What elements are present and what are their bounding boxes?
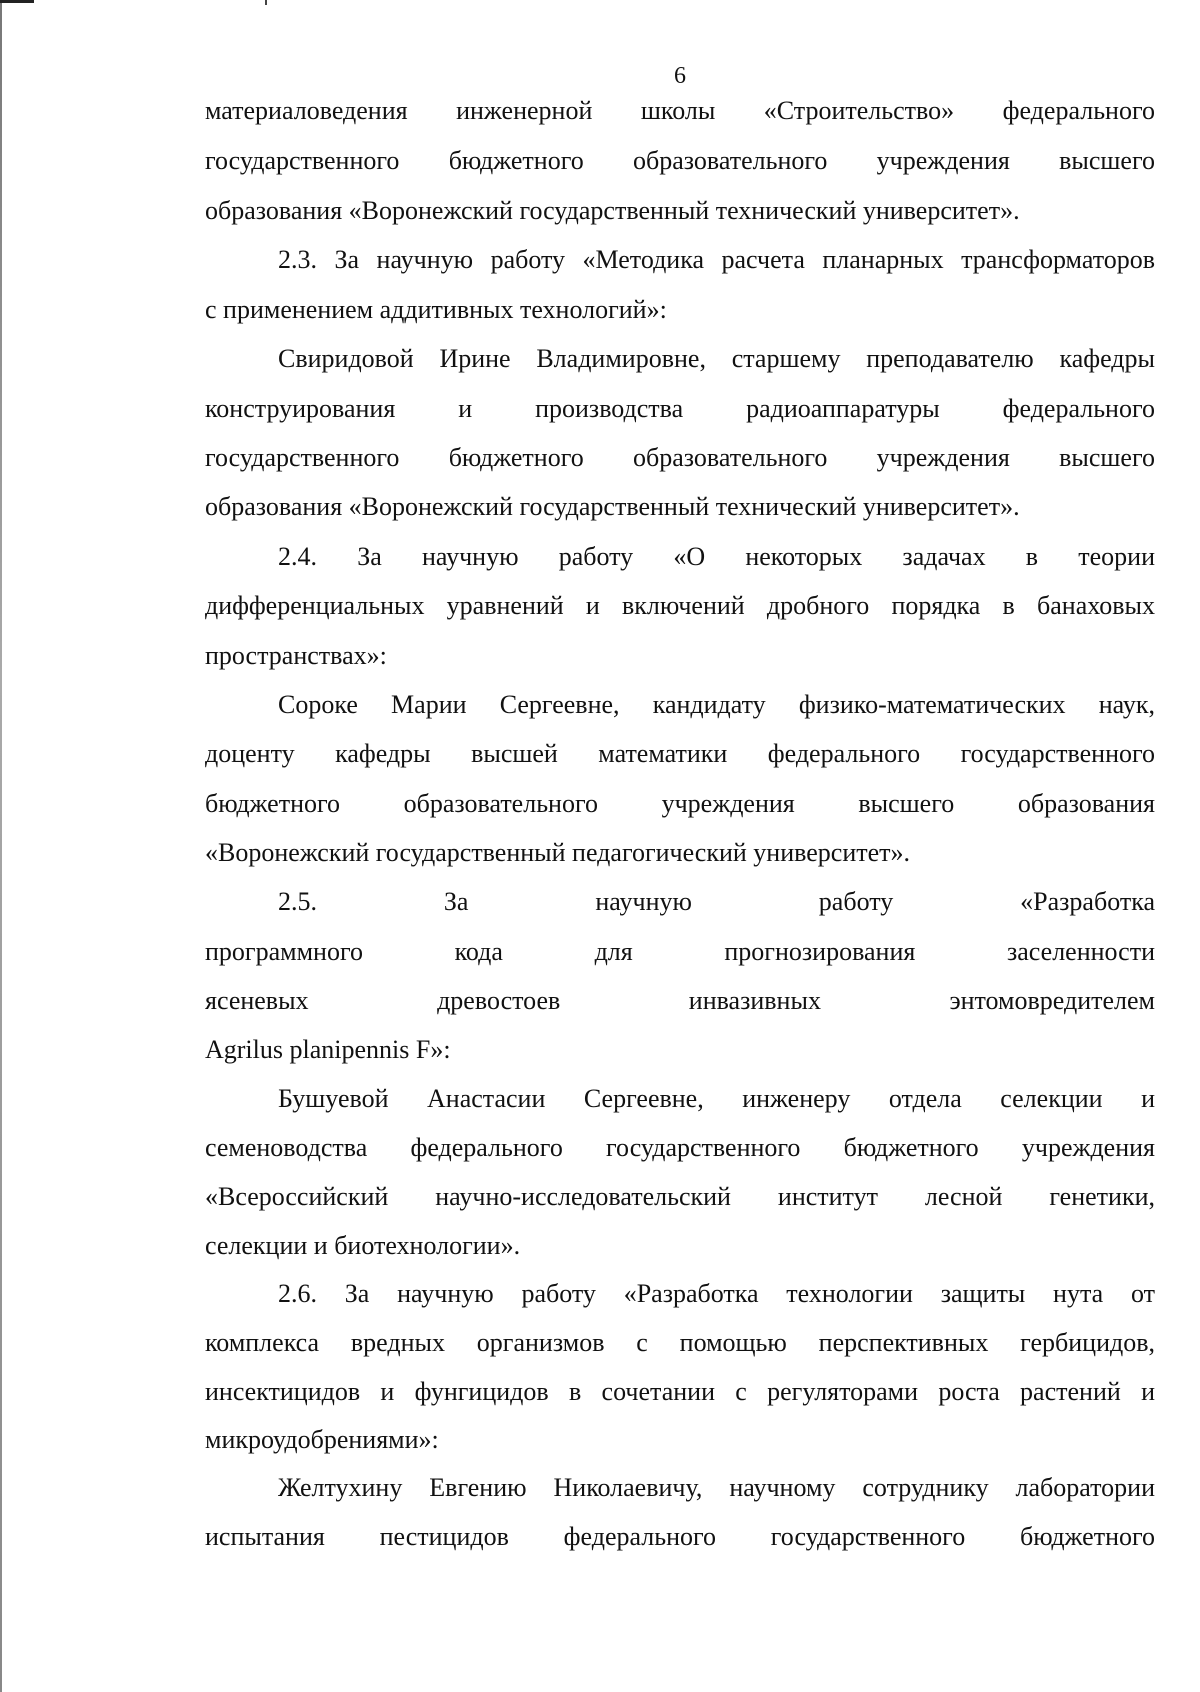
- text-line: инсектицидов и фунгицидов в сочетании с регуляторами роста растений и: [205, 1377, 1155, 1406]
- scan-tick-mark: [265, 0, 267, 5]
- text-line: Бушуевой Анастасии Сергеевне, инженеру отдела селекции и: [278, 1084, 1155, 1113]
- text-line: 2.5. За научную работу «Разработка: [278, 887, 1155, 916]
- text-line: 2.3. За научную работу «Методика расчета планарных трансформаторов: [278, 245, 1155, 274]
- text-line: материаловедения инженерной школы «Строительство» федерального: [205, 96, 1155, 125]
- text-line: пространствах»:: [205, 641, 387, 670]
- text-line: Желтухину Евгению Николаевичу, научному сотруднику лаборатории: [278, 1473, 1155, 1502]
- text-line: дифференциальных уравнений и включений дробного порядка в банаховых: [205, 591, 1155, 620]
- text-line: испытания пестицидов федерального государственного бюджетного: [205, 1522, 1155, 1551]
- text-line: государственного бюджетного образовательного учреждения высшего: [205, 443, 1155, 472]
- text-line: «Всероссийский научно-исследовательский институт лесной генетики,: [205, 1182, 1155, 1211]
- text-line: микроудобрениями»:: [205, 1425, 439, 1454]
- text-line: доценту кафедры высшей математики федерального государственного: [205, 739, 1155, 768]
- text-line: Свиридовой Ирине Владимировне, старшему преподавателю кафедры: [278, 344, 1155, 373]
- text-line: комплекса вредных организмов с помощью перспективных гербицидов,: [205, 1328, 1155, 1357]
- text-line: 2.4. За научную работу «О некоторых задачах в теории: [278, 542, 1155, 571]
- scan-left-edge: [0, 0, 2, 1692]
- text-line: образования «Воронежский государственный технический университет».: [205, 196, 1020, 225]
- text-line: семеноводства федерального государственного бюджетного учреждения: [205, 1133, 1155, 1162]
- page-number: 6: [674, 63, 686, 89]
- text-line: бюджетного образовательного учреждения высшего образования: [205, 789, 1155, 818]
- text-line: селекции и биотехнологии».: [205, 1231, 521, 1260]
- text-line: программного кода для прогнозирования заселенности: [205, 937, 1155, 966]
- text-line: конструирования и производства радиоаппаратуры федерального: [205, 394, 1155, 423]
- text-line: государственного бюджетного образовательного учреждения высшего: [205, 146, 1155, 175]
- text-line: Agrilus planipennis F»:: [205, 1035, 451, 1064]
- scan-corner-mark: [0, 0, 34, 3]
- text-line: образования «Воронежский государственный технический университет».: [205, 492, 1020, 521]
- text-line: ясеневых древостоев инвазивных энтомовредителем: [205, 986, 1155, 1015]
- text-line: Сороке Марии Сергеевне, кандидату физико-математических наук,: [278, 690, 1155, 719]
- text-line: с применением аддитивных технологий»:: [205, 295, 667, 324]
- text-line: 2.6. За научную работу «Разработка технологии защиты нута от: [278, 1279, 1155, 1308]
- text-line: «Воронежский государственный педагогический университет».: [205, 838, 911, 867]
